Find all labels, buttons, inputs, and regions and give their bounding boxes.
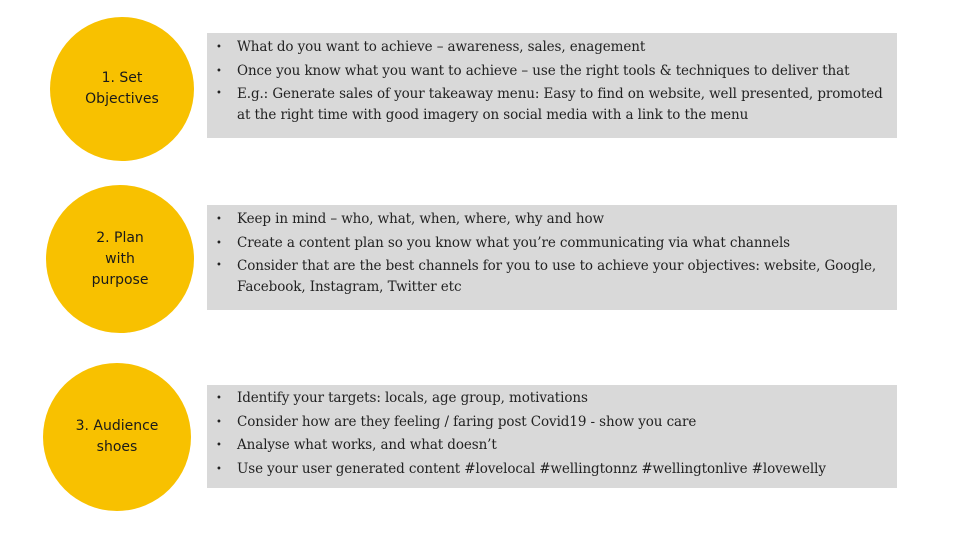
step-1-panel [207, 33, 897, 138]
list-item: • Analyse what works, and what doesn’t [207, 434, 897, 458]
bullet-icon: • [216, 416, 222, 428]
step-3-panel [207, 385, 897, 488]
list-item: • Consider that are the best channels for you to use to achieve your objectives: website, Google, Facebook, Instagram, Twitter etc [216, 258, 877, 295]
step-2-panel [207, 205, 897, 310]
bullet-icon: • [216, 88, 222, 99]
bullet-icon: • [216, 393, 222, 404]
step-2-list [207, 208, 897, 297]
step-2-circle [46, 185, 194, 333]
list-item: • Keep in mind – who, what, when, where, why and how [207, 208, 897, 232]
bullet-icon: • [216, 260, 222, 271]
step-1-list [207, 36, 897, 125]
bullet-icon: • [216, 42, 222, 53]
list-item: • What do you want to achieve – awareness, sales, enagement [207, 36, 897, 60]
step-3-circle [43, 363, 191, 511]
bullet-icon: • [216, 440, 222, 451]
bullet-icon: • [216, 65, 222, 77]
step-1-label: 1. Set Objectives [85, 70, 159, 107]
list-item: • Consider how are they feeling / faring post Covid19 - show you care [207, 411, 897, 435]
list-item: • Once you know what you want to achieve – use the right tools & techniques to deliver that [207, 60, 897, 84]
step-3-list [207, 387, 897, 481]
bullet-icon: • [216, 463, 222, 475]
step-2-label: 2. Plan with purpose [91, 229, 149, 288]
bullet-icon: • [216, 214, 222, 225]
step-1-circle [50, 17, 194, 161]
list-item: • E.g.: Generate sales of your takeaway menu: Easy to find on website, well presented, promoted at the right time with good imagery on social media with a link to the menu [216, 86, 883, 123]
bullet-icon: • [216, 237, 222, 249]
list-item: • Identify your targets: locals, age group, motivations [207, 387, 897, 411]
step-3-label: 3. Audience shoes [75, 418, 159, 455]
list-item: • Create a content plan so you know what you’re communicating via what channels [207, 232, 897, 256]
list-item: • Use your user generated content #lovelocal #wellingtonnz #wellingtonlive #lovewelly [207, 458, 897, 482]
